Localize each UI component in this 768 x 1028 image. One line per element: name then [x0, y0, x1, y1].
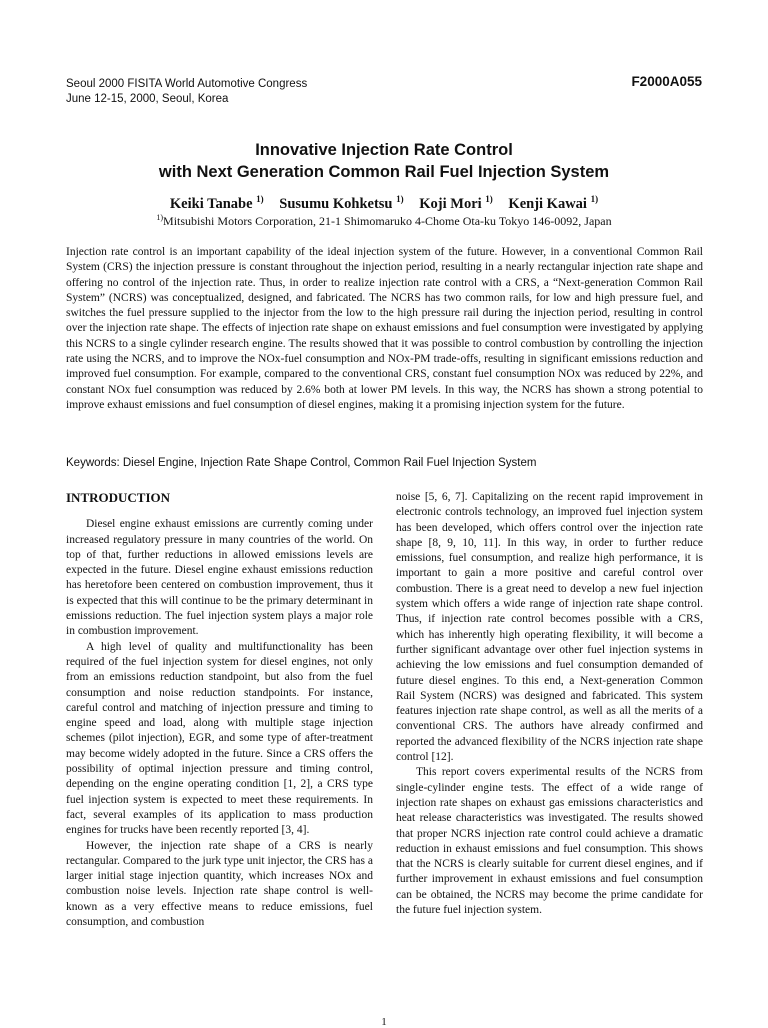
title-line-2: with Next Generation Common Rail Fuel Injection System [158, 163, 610, 181]
author: Susumu Kohketsu $^{1)}$ [279, 194, 404, 212]
affiliation-mark: 1) [156, 213, 164, 222]
title-line-1: Innovative Injection Rate Control [255, 141, 513, 159]
author: Kenji Kawai $^{1)}$ [508, 194, 599, 212]
conference-name: Seoul 2000 FISITA World Automotive Congress [66, 78, 308, 90]
paper-title [0, 139, 768, 183]
author: Koji Mori $^{1)}$ [419, 194, 493, 212]
left-column [66, 490, 373, 930]
page-number: 1 [381, 1016, 387, 1028]
paragraph: However, the injection rate shape of a CRS is nearly rectangular. Compared to the jurk type unit injector, the CRS has a larger initial stage injection quantity, which increases NOx and combustion noise levels. Injection rate shape control is well-known as a very effective means to reduce emissions, fuel consumption, and combustion [66, 839, 373, 929]
affiliation [0, 213, 768, 229]
paper-id: F2000A055 [631, 74, 702, 89]
affiliation-text: Mitsubishi Motors Corporation, 21-1 Shimomaruko 4-Chome Ota-ku Tokyo 146-0092, Japan [163, 214, 612, 228]
paragraph: A high level of quality and multifunctionality has been required of the fuel injection system for diesel engines, not only from an emissions reduction standpoint, but also from the fuel consumption and noise reduction standpoints. For instance, careful control and matching of injection pressure and timing to engine speed and load, along with multiple stage injection schemes (pilot injection), EGR, and some type of after-treatment may become widely adopted in the future. Since a CRS offers the possibility of optimal injection pressure and timing control, depending on the engine operating condition [1, 2], a CRS type fuel injection system is expected to meet these requirements. In fact, several examples of its application to mass production engines for trucks have been recently reported [3, 4]. [66, 640, 373, 837]
paragraph: Diesel engine exhaust emissions are currently coming under increased regulatory pressure in many countries of the world. On top of that, further reductions in allowed emissions levels are expected in the future. Diesel engine exhaust emissions reduction has heretofore been centered on combustion improvement, thus it is expected that this will continue to be the primary determinant in emissions reduction. The fuel injection system plays a major role in combustion improvement. [66, 518, 373, 638]
section-heading: INTRODUCTION [66, 490, 171, 505]
author-list [0, 194, 768, 213]
paragraph: This report covers experimental results of the NCRS from single-cylinder engine tests. The effect of a wide range of injection rate shapes on exhaust gas emissions characteristics and heat release characteristics was investigated. The results showed that proper NCRS injection rate control could achieve a dramatic reduction in exhaust emissions and fuel consumption. This shows that the NCRS is clearly suitable for current diesel engines, and if further improvement in exhaust emissions and fuel consumption can be obtained, the NCRS may become the prime candidate for the future fuel injection system. [396, 766, 703, 917]
abstract: Injection rate control is an important capability of the ideal injection system of the future. However, in a conventional Common Rail System (CRS) the injection pressure is constant throughout the injection period, resulting in a nearly rectangular injection rate shape and offering no control of the injection rate. Thus, in order to realize injection rate control with a CRS, a “Next-generation Common Rail System” (NCRS) was conceptualized, designed, and fabricated. The NCRS has two common rails, for low and high pressure fuel, and switches the fuel pressure supplied to the injector from the low to the high pressure rail during the injection period, resulting in control over the injection rate shape. The effects of injection rate shape on exhaust emissions and fuel consumption were investigated by applying this NCRS to a single cylinder research engine. The results showed that it was possible to control combustion by controlling the injection rate using the NCRS, and to improve the NOx-fuel consumption and NOx-PM trade-offs, resulting in significant emissions reduction and improved fuel consumption. For example, compared to the conventional CRS, constant fuel consumption NOx was reduced by 22%, and constant NOx fuel consumption was reduced by 2.6% both at lower PM levels. In this way, the NCRS has shown a strong potential to improve exhaust emissions and fuel consumption of diesel engines, making it a promising injection system for the future. [66, 246, 703, 411]
conference-date: June 12-15, 2000, Seoul, Korea [66, 93, 229, 105]
author: Keiki Tanabe $^{1)}$ [169, 194, 264, 212]
paragraph: noise [5, 6, 7]. Capitalizing on the recent rapid improvement in electronic controls technology, an improved fuel injection system has been developed, which offers control over the injection rate shape [8, 9, 10, 11]. In this way, in order to further reduce emissions, fuel consumption, and realize high performance, it is important to gain a more positive and careful control over combustion. There is a great need to develop a new fuel injection system which offers a wide range of injection rate shape control. Thus, if injection rate control becomes possible with a CRS, which has inherently high operating flexibility, it will become a further significant advantage over other fuel injection systems in achieving the low emissions and fuel consumption demanded of future diesel engines. To this end, a Next-generation Common Rail System (NCRS) was designed and fabricated. This system features injection rate shape control, as well as all the merits of a conventional CRS. The authors have already confirmed and reported the advanced flexibility of the NCRS injection rate shape control [12]. [396, 491, 703, 764]
right-column [396, 490, 703, 918]
conference-header [66, 77, 307, 107]
keywords: Keywords: Diesel Engine, Injection Rate Shape Control, Common Rail Fuel Injection System [66, 457, 537, 469]
